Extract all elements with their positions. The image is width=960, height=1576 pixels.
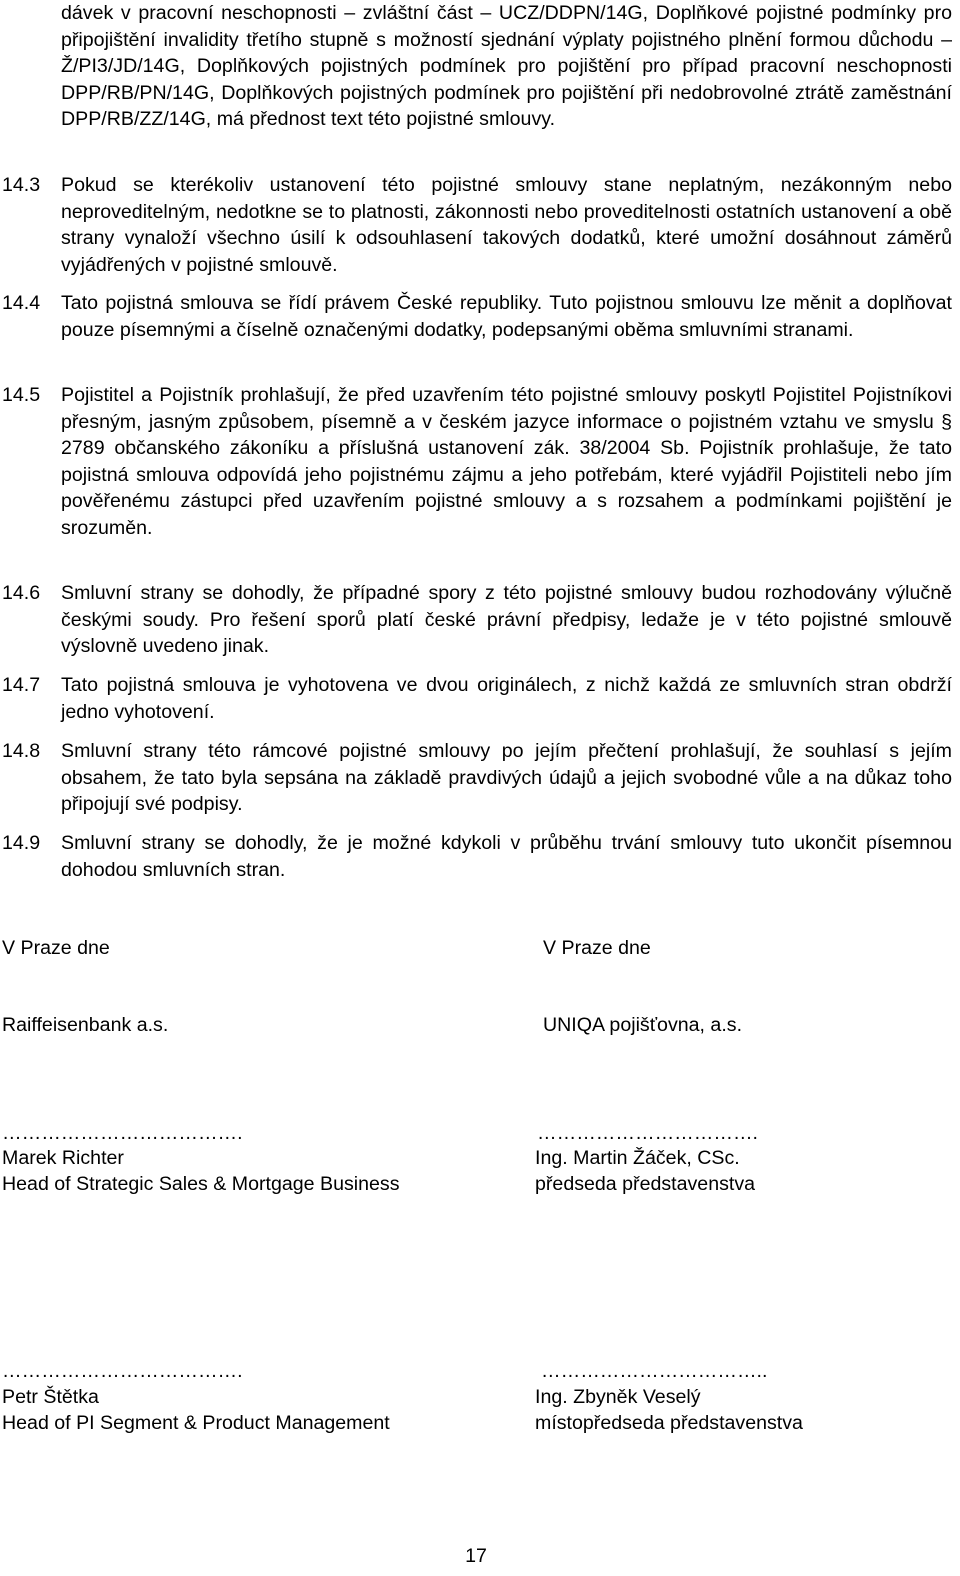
paragraph-number: 14.8 xyxy=(2,740,41,762)
paragraph-14-5 xyxy=(0,382,952,541)
paragraph-text: Smluvní strany se dohodly, že je možné kdykoli v průběhu trvání smlouvy tuto ukončit písemnou dohodou smluvních stran. xyxy=(61,832,952,881)
left-signer-1-name: Marek Richter xyxy=(2,1147,124,1169)
paragraph-number: 14.9 xyxy=(2,832,41,854)
paragraph-number: 14.3 xyxy=(2,174,41,196)
paragraph-number: 14.6 xyxy=(2,582,41,604)
paragraph-text: Pokud se kterékoliv ustanovení této pojistné smlouvy stane neplatným, nezákonným nebo neproveditelným, nedotkne se to platnosti, zákonnosti nebo proveditelnosti ostatních ustanovení a obě strany vynaloží všechno úsilí k odsouhlasení takových dodatků, které umožní dosáhnout záměrů vyjádřených v pojistné smlouvě. xyxy=(61,174,952,276)
paragraph-text: Smluvní strany se dohodly, že případné spory z této pojistné smlouvy budou rozhodovány výlučně českými soudy. Pro řešení sporů platí české právní předpisy, ledaže je v této pojistné smlouvě výslovně uvedeno jinak. xyxy=(61,582,952,657)
paragraph-14-8 xyxy=(0,738,952,818)
right-signer-2-name: Ing. Zbyněk Veselý xyxy=(535,1386,701,1408)
right-company: UNIQA pojišťovna, a.s. xyxy=(543,1014,743,1036)
right-signature-line-1: ……………………………. xyxy=(537,1122,758,1144)
right-signer-1-name: Ing. Martin Žáček, CSc. xyxy=(535,1147,740,1169)
paragraph-text: Tato pojistná smlouva je vyhotovena ve dvou originálech, z nichž každá ze smluvních stran obdrží jedno vyhotovení. xyxy=(61,674,952,723)
paragraph-number: 14.7 xyxy=(2,674,41,696)
paragraph-text: Smluvní strany této rámcové pojistné smlouvy po jejím přečtení prohlašují, že souhlasí s jejím obsahem, že tato byla sepsána na základě pravdivých údajů a jejich svobodné vůle a na důkaz toho připojují své podpisy. xyxy=(61,740,952,815)
page-number: 17 xyxy=(465,1545,487,1567)
left-signer-1-title: Head of Strategic Sales & Mortgage Business xyxy=(2,1173,400,1195)
left-signature-line-2: ………………………………. xyxy=(2,1360,243,1382)
paragraph-14-9 xyxy=(0,830,952,883)
paragraph-number: 14.4 xyxy=(2,292,41,314)
right-signer-2-title: místopředseda představenstva xyxy=(535,1412,803,1434)
right-place-date: V Praze dne xyxy=(543,937,651,959)
left-place-date: V Praze dne xyxy=(2,937,110,959)
right-signature-line-2: …………………………….. xyxy=(541,1360,768,1382)
paragraph-14-3 xyxy=(0,172,952,278)
left-signer-2-title: Head of PI Segment & Product Management xyxy=(2,1412,390,1434)
left-signature-line-1: ………………………………. xyxy=(2,1122,243,1144)
left-company: Raiffeisenbank a.s. xyxy=(2,1014,169,1036)
paragraph-14-6 xyxy=(0,580,952,660)
paragraph-14-4 xyxy=(0,290,952,343)
paragraph-14-7 xyxy=(0,672,952,725)
left-signer-2-name: Petr Štětka xyxy=(2,1386,99,1408)
paragraph-text: Tato pojistná smlouva se řídí právem České republiky. Tuto pojistnou smlouvu lze měnit a doplňovat pouze písemnými a číselně označenými dodatky, podepsanými oběma smluvními stranami. xyxy=(61,292,952,341)
paragraph-text: Pojistitel a Pojistník prohlašují, že před uzavřením této pojistné smlouvy poskytl Pojistitel Pojistníkovi přesným, jasným způsobem, písemně a v českém jazyce informace o pojistném vztahu ve smyslu § 2789 občanského zákoníku a příslušná ustanovení zák. 38/2004 Sb. Pojistník prohlašuje, že tato pojistná smlouva odpovídá jeho pojistnému zájmu a jeho potřebám, které vyjádřil Pojistiteli nebo jím pověřenému zástupci před uzavřením pojistné smlouvy a s rozsahem a podmínkami pojištění je srozuměn. xyxy=(61,384,952,539)
paragraph-14-2-continued xyxy=(0,0,952,133)
paragraph-number: 14.5 xyxy=(2,384,41,406)
right-signer-1-title: předseda představenstva xyxy=(535,1173,756,1195)
paragraph-text: dávek v pracovní neschopnosti – zvláštní část – UCZ/DDPN/14G, Doplňkové pojistné podmínky pro připojištění invalidity třetího stupně s možností sjednání výplaty pojistného plnění formou důchodu – Ž/PI3/JD/14G, Doplňkových pojistných podmínek pro pojištění pro případ pracovní neschopnosti DPP/RB/PN/14G, Doplňkových pojistných podmínek pro pojištění při nedobrovolné ztrátě zaměstnání DPP/RB/ZZ/14G, má přednost text této pojistné smlouvy. xyxy=(61,2,952,130)
